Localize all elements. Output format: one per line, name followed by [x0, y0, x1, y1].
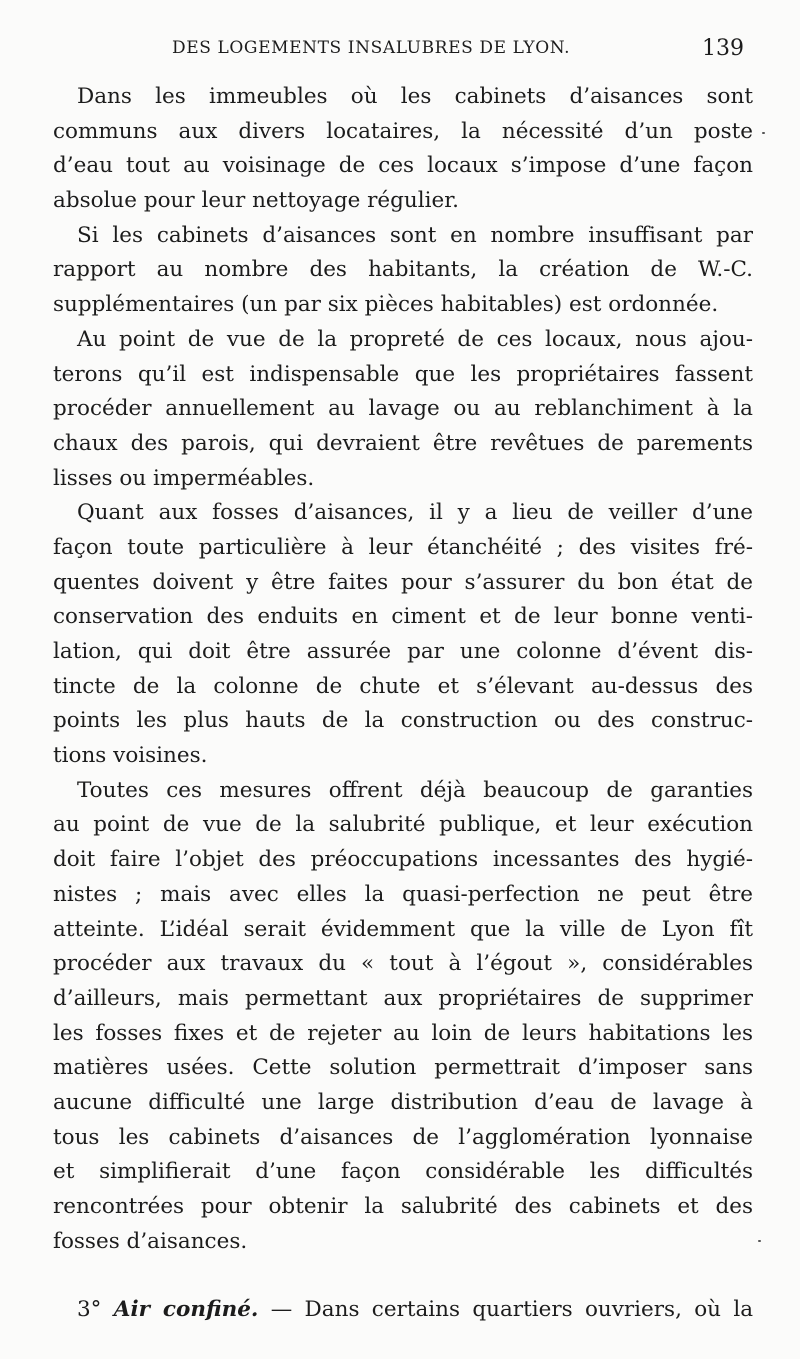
text-line: procéder annuellement au lavage ou au reblanchiment à la [53, 396, 753, 422]
section-number: 3° [77, 1297, 102, 1323]
text-line: procéder aux travaux du « tout à l’égout », considérables [53, 951, 753, 977]
running-title: DES LOGEMENTS INSALUBRES DE LYON. [172, 38, 571, 58]
paragraph [53, 496, 753, 774]
text-line: Dans les immeubles où les cabinets d’aisances sont [77, 84, 753, 109]
text-line: Si les cabinets d’aisances sont en nombre insuffisant par [77, 222, 753, 248]
text-line: lation, qui doit être assurée par une colonne d’évent dis- [53, 639, 753, 664]
text-line: Quant aux fosses d’aisances, il y a lieu de veiller d’une [77, 500, 753, 526]
section-title: Air confiné. [113, 1297, 259, 1323]
text-line: d’ailleurs, mais permettant aux propriétaires de supprimer [53, 985, 753, 1011]
text-line: points les plus hauts de la construction ou des construc- [53, 708, 753, 734]
text-line: tous les cabinets d’aisances de l’agglomération lyonnaise [53, 1124, 753, 1150]
section-heading-line [53, 1293, 753, 1328]
text-line: lisses ou imperméables. [53, 465, 315, 491]
body-text [53, 80, 753, 1328]
text-line: Toutes ces mesures offrent déjà beaucoup de garanties [77, 777, 753, 803]
section-gap [53, 1259, 753, 1293]
text-line: terons qu’il est indispensable que les propriétaires fassent [53, 361, 753, 387]
text-line: tions voisines. [53, 743, 208, 769]
text-line: rapport au nombre des habitants, la création de W.-C. [53, 257, 753, 283]
text-line: et simplifierait d’une façon considérable les difficultés [53, 1159, 753, 1185]
text-line: d’eau tout au voisinage de ces locaux s’impose d’une façon [53, 153, 753, 179]
text-line: rencontrées pour obtenir la salubrité des cabinets et des [53, 1194, 753, 1219]
text-line: Au point de vue de la propreté de ces locaux, nous ajou- [77, 326, 753, 352]
paragraph [53, 323, 753, 496]
paragraph [53, 80, 753, 219]
text-line: conservation des enduits en ciment et de leur bonne venti- [53, 604, 753, 630]
text-line: absolue pour leur nettoyage régulier. [53, 188, 459, 214]
text-line: les fosses fixes et de rejeter au loin de leurs habitations les [53, 1020, 753, 1046]
text-line: aucune difficulté une large distribution d’eau de lavage à [53, 1089, 753, 1115]
page-number: 139 [702, 36, 744, 61]
text-line: atteinte. L’idéal serait évidemment que la ville de Lyon fît [53, 916, 753, 942]
print-speck [758, 1240, 761, 1242]
text-line: au point de vue de la salubrité publique, et leur exécution [53, 812, 753, 838]
text-line: doit faire l’objet des préoccupations incessantes des hygié- [53, 847, 753, 873]
text-line: communs aux divers locataires, la nécessité d’un poste [53, 118, 753, 144]
text-line: chaux des parois, qui devraient être revêtues de parements [53, 430, 753, 456]
section-text: — Dans certains quartiers ouvriers, où la [270, 1297, 753, 1323]
text-line: matières usées. Cette solution permettrait d’imposer sans [53, 1055, 753, 1081]
paragraph [53, 774, 753, 1260]
text-line: nistes ; mais avec elles la quasi-perfection ne peut être [53, 881, 753, 907]
text-line: tincte de la colonne de chute et s’élevant au-dessus des [53, 673, 753, 699]
paragraph [53, 219, 753, 323]
text-line: quentes doivent y être faites pour s’assurer du bon état de [53, 569, 753, 595]
page-header [0, 34, 800, 70]
print-speck [762, 132, 765, 134]
text-line: fosses d’aisances. [53, 1228, 248, 1254]
text-line: supplémentaires (un par six pièces habitables) est ordonnée. [53, 292, 719, 318]
text-line: façon toute particulière à leur étanchéité ; des visites fré- [53, 534, 753, 560]
